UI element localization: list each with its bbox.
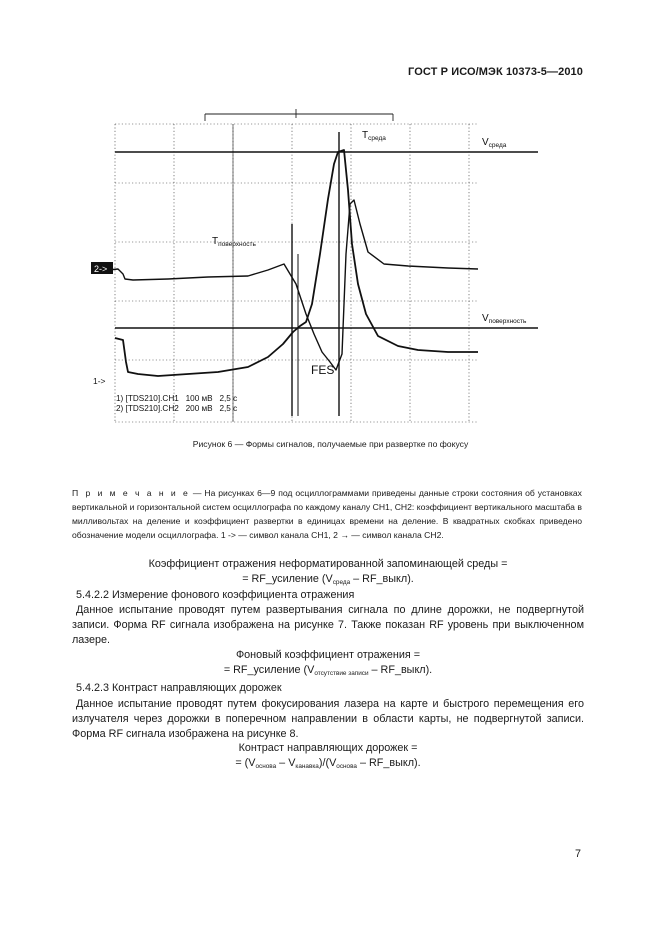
status-line-ch2: 2) [TDS210].CH2 200 мВ 2,5 с [116, 404, 238, 413]
figure-caption: Рисунок 6 — Формы сигналов, получаемые при развертке по фокусу [192, 439, 469, 449]
formula-2-line-2: = RF_усиление ($V_{отсутствие записи}$ – RF_выкл). [223, 664, 433, 677]
formula-2 [72, 648, 584, 678]
t-surface-label: $T_{поверхность}$ [212, 236, 256, 248]
section-5-4-2-2-heading: 5.4.2.2 Измерение фонового коэффициента отражения [76, 589, 355, 601]
section-5-4-2-3-heading: 5.4.2.3 Контраст направляющих дорожек [76, 682, 282, 694]
formula-3 [72, 741, 584, 771]
note-text: — На рисунках 6—9 под осциллограммами приведены данные строки состояния об установках вертикальной и горизонтальной систем осциллографа по каждому каналу CH1, CH2: коэффициент вертикального масштаба в милливольтах на деление и коэффициент развертки в единицах времени на деление. В квадратных скобках приведено обозначение модели осциллографа. 1 -> — символ канала CH1, 2 → — символ канала CH2. [72, 488, 582, 540]
formula-1 [72, 557, 584, 587]
formula-3-line-2: = $(V_{основа} - V_{канавка})/(V_{основа}$ – RF_выкл). [235, 757, 421, 770]
page-number: 7 [574, 848, 581, 860]
ch2-waveform [108, 200, 478, 370]
ch1-waveform [115, 150, 478, 376]
formula-3-line-1: Контраст направляющих дорожек = [238, 742, 418, 754]
t-media-label: $T_{среда}$ [362, 130, 386, 142]
v-surface-label: $V_{поверхность}$ [482, 313, 527, 325]
grid [115, 124, 478, 422]
status-line-ch1: 1) [TDS210].CH1 100 мВ 2,5 с [116, 394, 238, 403]
section-5-4-2-3-paragraph: Данное испытание проводят путем фокусирования лазера на карте и быстрого перемещения его излучателя через дорожки в поперечном направлении в области карты, не подвергнутой записи. Форма RF сигнала изображена на рисунке 8. [72, 698, 584, 740]
v-media-label: $V_{среда}$ [482, 137, 507, 149]
formula-2-line-1: Фоновый коэффициент отражения = [235, 649, 421, 661]
fes-label: FES [311, 363, 335, 377]
ch2-marker: 2-> [94, 264, 108, 274]
formula-1-line-1: Коэффициент отражения неформатированной запоминающей среды = [148, 558, 508, 570]
section-5-4-2-2-paragraph: Данное испытание проводят путем развертывания сигнала по длине дорожки, не подвергнутой записи. Форма RF сигнала изображена на рисунке 7. Также показан RF уровень при выключенном лазере. [72, 604, 584, 646]
note-paragraph [72, 486, 582, 542]
oscilloscope-figure [88, 104, 548, 434]
document-header: ГОСТ Р ИСО/МЭК 10373-5—2010 [408, 66, 583, 78]
ch1-marker: 1-> [93, 376, 106, 386]
formula-1-line-2: = RF_усиление ($V_{среда}$ – RF_выкл). [242, 573, 414, 586]
time-bracket [205, 109, 393, 121]
note-lead: П р и м е ч а н и е [72, 488, 190, 498]
